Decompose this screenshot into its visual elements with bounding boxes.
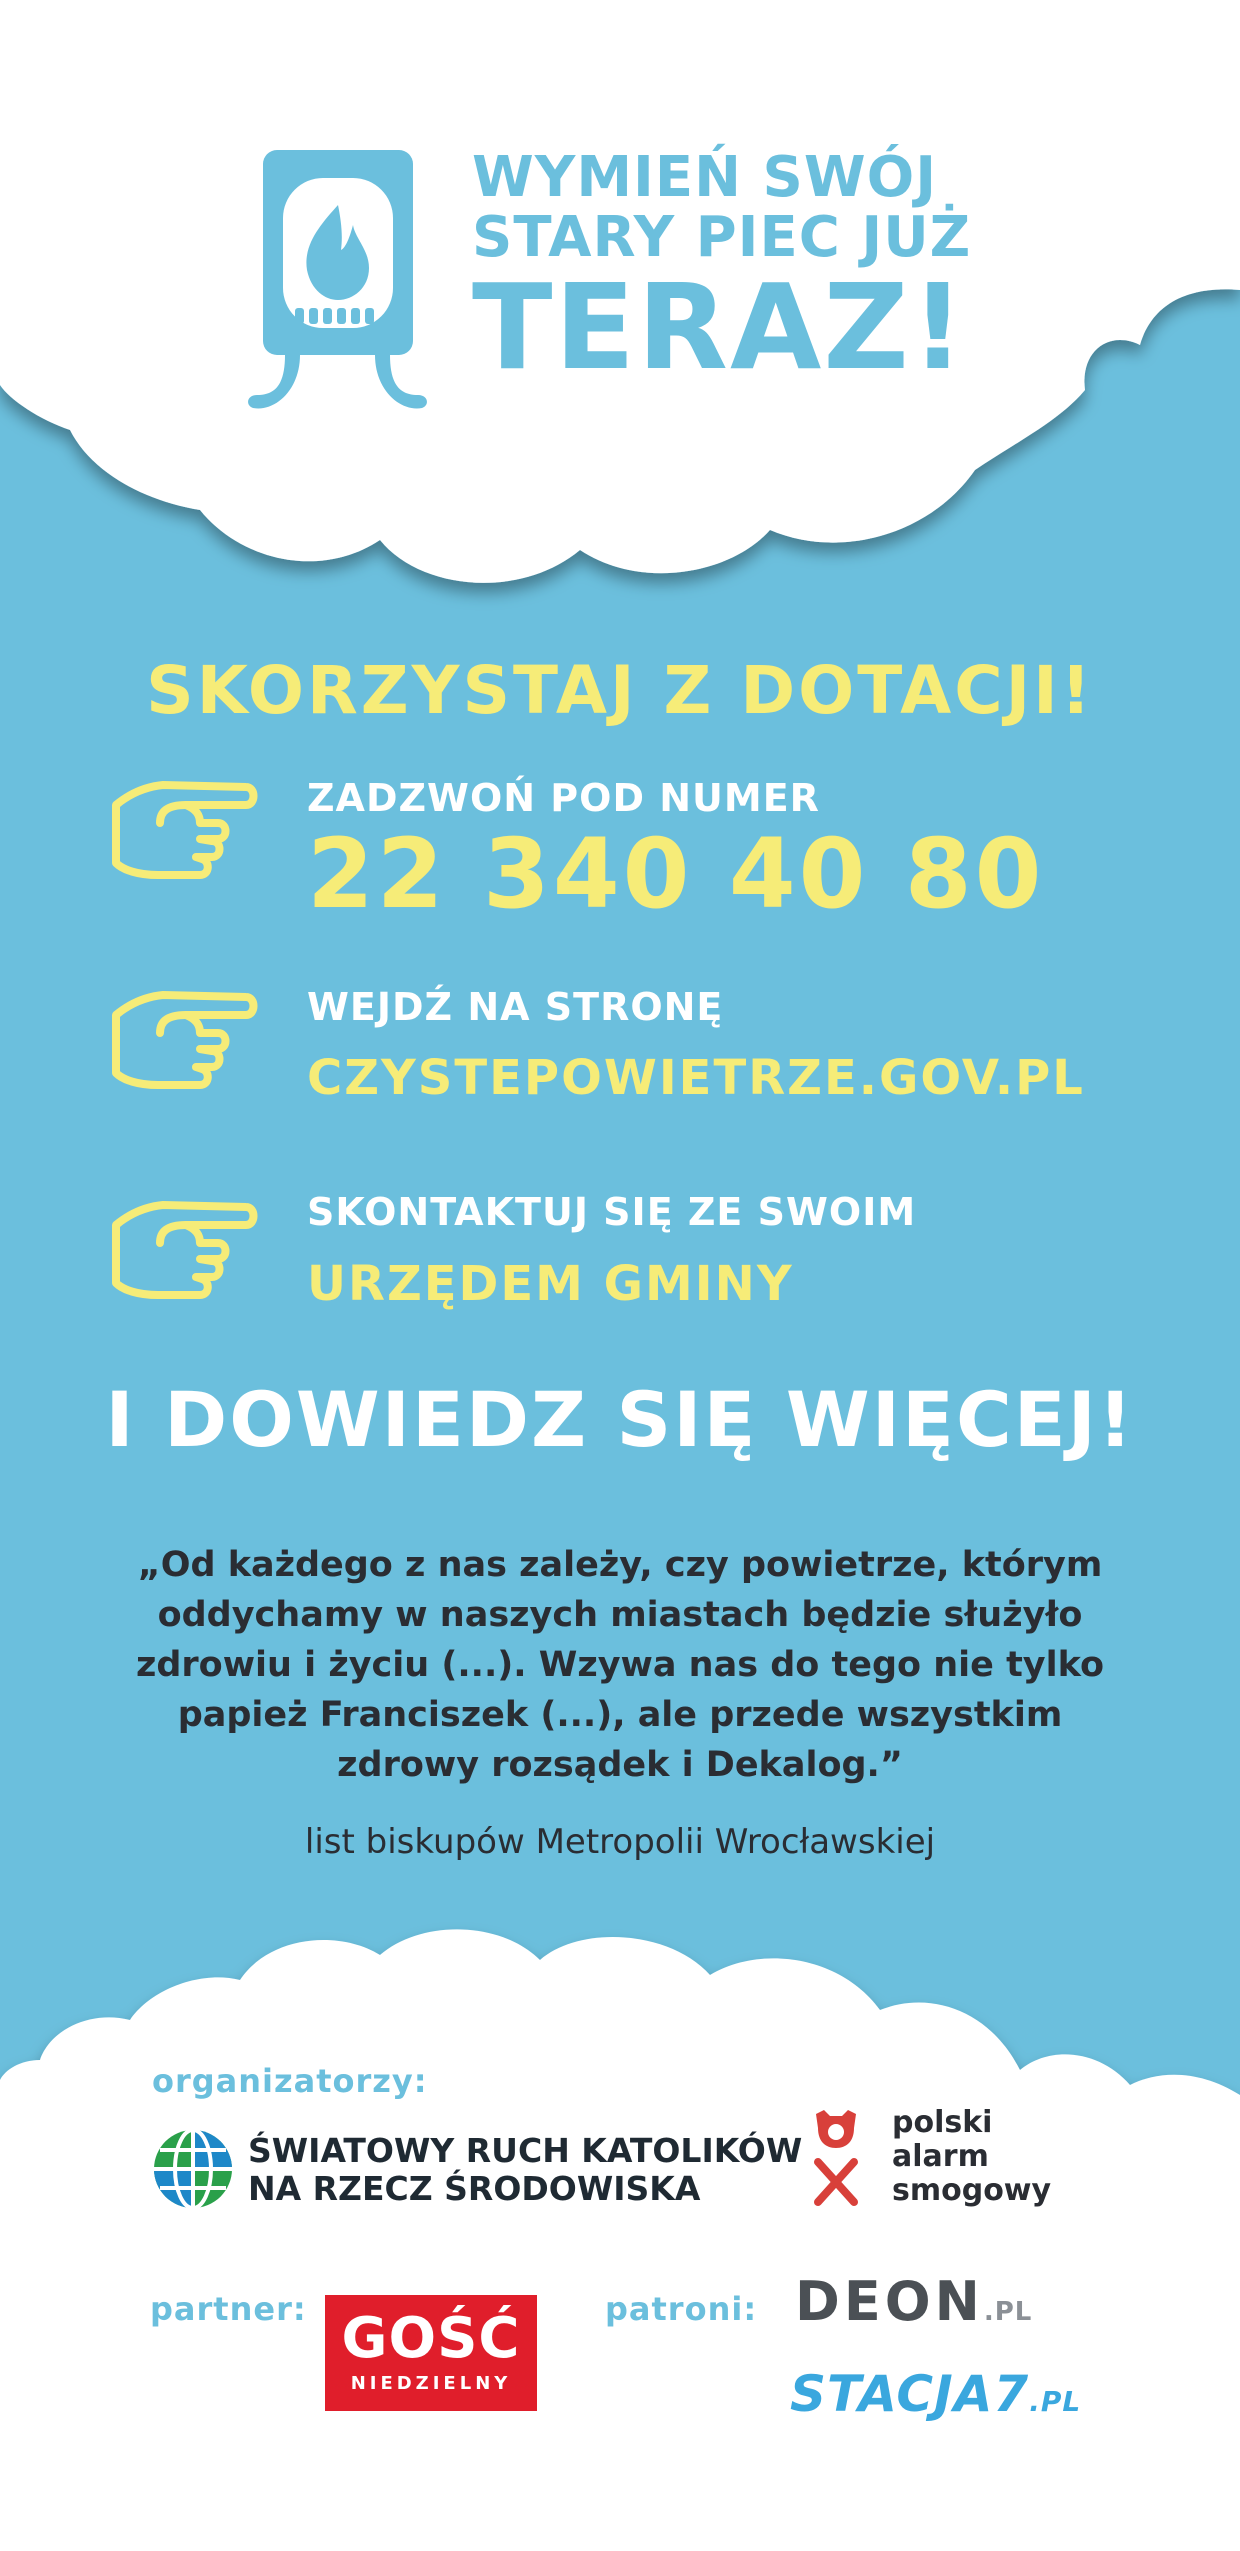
partner-label: partner: [150,2290,307,2328]
org-2-name [892,2106,1051,2208]
step-3-label: SKONTAKTUJ SIĘ ZE SWOIM [307,1190,917,1234]
patron-stacja7-logo [790,2365,1081,2423]
partner-sub: NIEDZIELNY [350,2373,512,2394]
subsidy-heading: SKORZYSTAJ Z DOTACJI! [146,652,1094,729]
org-1-line-2: NA RZECZ ŚRODOWISKA [248,2169,701,2208]
org-1-name [248,2132,802,2208]
headline-line-2: STARY PIEC JUŻ [472,205,972,270]
pointing-hand-icon [108,985,258,1105]
learn-more-heading: I DOWIEDZ SIĘ WIĘCEJ! [105,1375,1135,1464]
partner-name: GOŚĆ [341,2306,521,2371]
stove-icon [245,150,430,420]
step-1-label: ZADZWOŃ POD NUMER [307,776,820,820]
website-link[interactable]: CZYSTEPOWIETRZE.GOV.PL [307,1050,1085,1106]
bishops-quote [120,1540,1120,1790]
municipality-office: URZĘDEM GMINY [307,1256,794,1312]
org-2-line-3: smogowy [892,2173,1052,2208]
headline [472,145,972,396]
org-2-line-2: alarm [892,2139,989,2174]
headline-line-1: WYMIEŃ SWÓJ [472,145,938,210]
patron-1-name: DEON [795,2270,984,2333]
patron-2-name: STACJA7 [790,2365,1030,2423]
quote-line: zdrowy rozsądek i Dekalog.” [337,1745,903,1785]
quote-line: „Od każdego z nas zależy, czy powietrze, którym [137,1545,1103,1585]
pointing-hand-icon [108,775,258,895]
patron-deon-logo [795,2270,1032,2333]
org-1-line-1: ŚWIATOWY RUCH KATOLIKÓW [248,2131,803,2170]
partner-logo [325,2295,537,2411]
patrons-label: patroni: [605,2290,758,2328]
quote-line: zdrowiu i życiu (...). Wzywa nas do tego nie tylko [135,1645,1105,1685]
quote-source: list biskupów Metropolii Wrocławskiej [304,1822,936,1862]
headline-line-3: TERAZ! [472,258,967,396]
smog-alarm-logo-icon [808,2108,864,2208]
quote-line: oddychamy w naszych miastach będzie służyło [157,1595,1083,1635]
step-2-label: WEJDŹ NA STRONĘ [307,985,724,1029]
pointing-hand-icon [108,1195,258,1315]
patron-1-suffix: .PL [983,2297,1033,2327]
globe-icon [152,2128,234,2210]
org-2-line-1: polski [892,2105,993,2140]
organizers-label: organizatorzy: [152,2062,428,2100]
patron-2-suffix: .PL [1029,2385,1082,2418]
phone-number: 22 340 40 80 [307,818,1045,930]
quote-line: papież Franciszek (...), ale przede wszystkim [177,1695,1063,1735]
